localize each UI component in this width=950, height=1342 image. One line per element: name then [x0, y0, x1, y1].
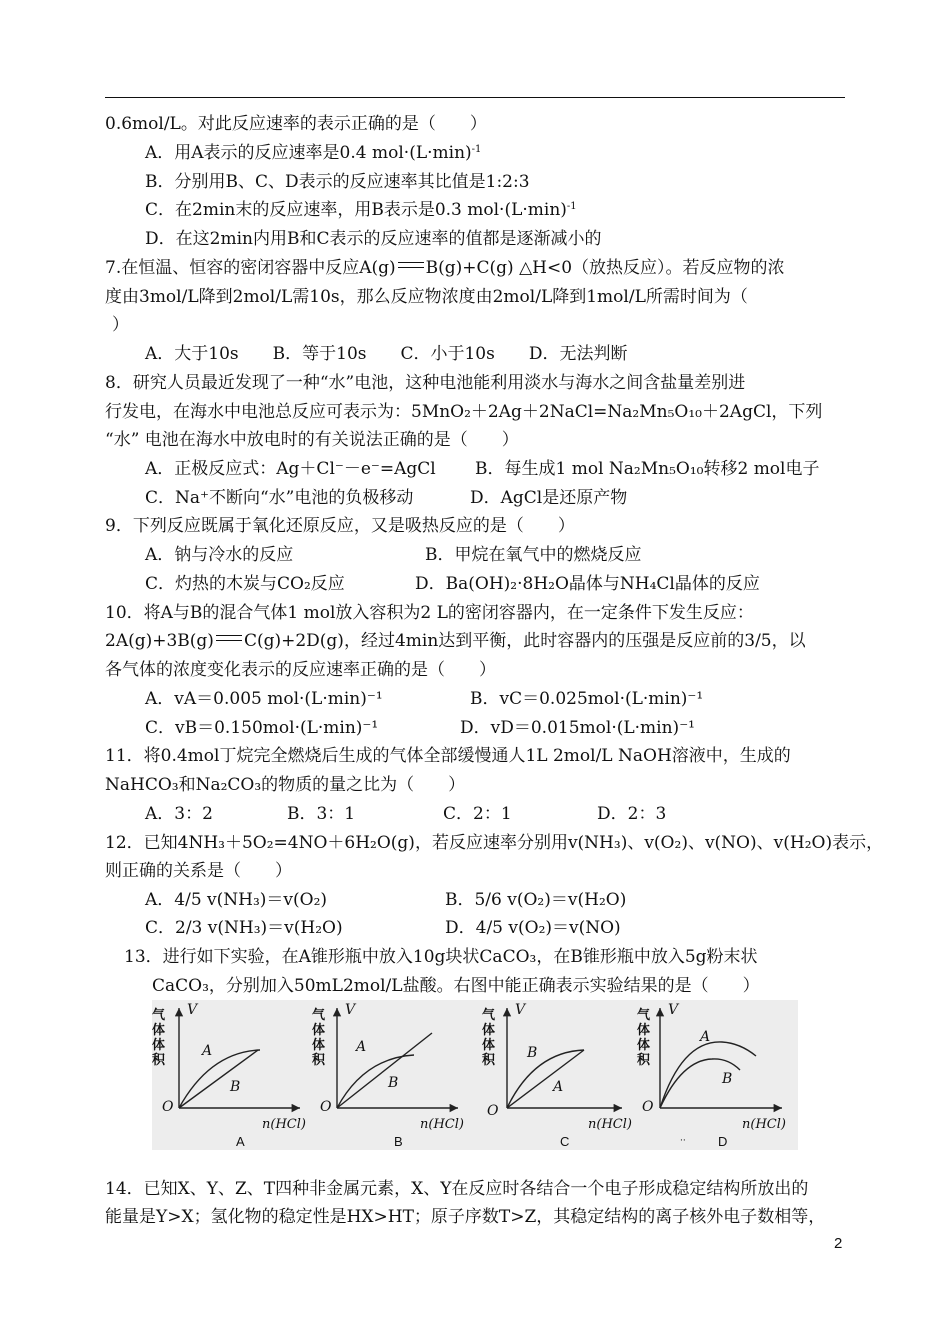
graph-b-panel-label: B — [394, 1134, 403, 1149]
q10-line3: 各气体的浓度变化表示的反应速率正确的是（ ） — [105, 660, 496, 680]
graph-a-v-label: V — [187, 1002, 198, 1018]
q7-options: A．大于10s B．等于10s C．小于10s D．无法判断 — [145, 344, 628, 364]
q11-line1: 11．将0.4mol丁烷完全燃烧后生成的气体全部缓慢通人1L 2mol/L NaOH溶液中，生成的 — [105, 746, 791, 766]
q8-line3: “水” 电池在海水中放电时的有关说法正确的是（ ） — [105, 430, 519, 450]
q11-option-d: D．2：3 — [597, 804, 667, 824]
graph-b-ylabel: 气体体积 — [312, 1008, 326, 1068]
graph-c-curve-a-label: A — [553, 1079, 564, 1095]
q9-option-d: D．Ba(OH)₂·8H₂O晶体与NH₄Cl晶体的反应 — [415, 574, 760, 594]
q10-line1: 10．将A与B的混合气体1 mol放入容积为2 L的密闭容器内，在一定条件下发生反应： — [105, 603, 754, 623]
graph-panel-b — [337, 1008, 458, 1108]
graph-c-curve-b-label: B — [527, 1045, 538, 1061]
graph-d-panel-label: D — [718, 1134, 728, 1149]
graph-c-ylabel: 气体体积 — [482, 1008, 496, 1068]
graph-panel-d — [660, 1008, 782, 1108]
q7-line3: ） — [112, 315, 129, 335]
graph-d-curve-a-label: A — [700, 1029, 711, 1045]
q8-option-a: A．正极反应式：Ag＋Cl⁻－e⁻=AgCl — [145, 459, 436, 479]
q14-line2: 能量是Y>X；氢化物的稳定性是HX>HT；原子序数T>Z，其稳定结构的离子核外电子数相等， — [105, 1207, 826, 1227]
q9-option-c: C．灼热的木炭与CO₂反应 — [145, 574, 345, 594]
q13-graphs-svg — [152, 1000, 798, 1150]
q6-option-d: D．在这2min内用B和C表示的反应速率的值都是逐渐减小的 — [145, 229, 602, 249]
graph-c-v-label: V — [515, 1002, 526, 1018]
q6-tail: 0.6mol/L。对此反应速率的表示正确的是（ ） — [105, 114, 487, 134]
q9-option-b: B．甲烷在氧气中的燃烧反应 — [425, 545, 642, 565]
graph-d-ylabel: 气体体积 — [637, 1008, 651, 1068]
graph-a-curve-a-label: A — [202, 1043, 213, 1059]
graph-c-origin: O — [487, 1103, 499, 1119]
q7-line2: 度由3mol/L降到2mol/L需10s，那么反应物浓度由2mol/L降到1mol/L所需时间为（ — [105, 287, 748, 307]
graph-d-v-label: V — [668, 1002, 679, 1018]
graph-b-xlabel: n(HCl) — [420, 1117, 464, 1132]
q10-option-c: C．vB＝0.150mol·(L·min)⁻¹ — [145, 718, 379, 738]
q14-line1: 14．已知X、Y、Z、T四种非金属元素，X、Y在反应时各结合一个电子形成稳定结构所放出的 — [105, 1179, 809, 1199]
reversible-arrow-icon — [214, 632, 244, 644]
graph-a-xlabel: n(HCl) — [262, 1117, 306, 1132]
q11-option-a: A．3：2 — [145, 804, 213, 824]
q11-line2: NaHCO₃和Na₂CO₃的物质的量之比为（ ） — [105, 775, 466, 795]
q8-line2: 行发电，在海水中电池总反应可表示为：5MnO₂＋2Ag＋2NaCl=Na₂Mn₅O₁₀＋2AgCl，下列 — [105, 402, 823, 422]
q12-option-b: B．5/6 v(O₂)＝v(H₂O) — [445, 890, 627, 910]
graph-b-v-label: V — [345, 1002, 356, 1018]
graph-d-xlabel: n(HCl) — [742, 1117, 786, 1132]
q12-option-a: A．4/5 v(NH₃)＝v(O₂) — [145, 890, 328, 910]
graph-c-panel-label: C — [560, 1134, 570, 1149]
q12-line2: 则正确的关系是（ ） — [105, 861, 292, 881]
graph-a-ylabel: 气体体积 — [152, 1008, 166, 1068]
q8-option-d: D．AgCl是还原产物 — [470, 488, 628, 508]
q10-option-b: B．vC＝0.025mol·(L·min)⁻¹ — [470, 689, 704, 709]
header-rule — [105, 97, 845, 98]
q11-option-c: C．2：1 — [443, 804, 512, 824]
q10-option-a: A．vA＝0.005 mol·(L·min)⁻¹ — [145, 689, 383, 709]
graph-b-curve-b-label: B — [388, 1075, 399, 1091]
graph-d-curve-b-label: B — [722, 1071, 733, 1087]
q12-option-c: C．2/3 v(NH₃)＝v(H₂O) — [145, 918, 343, 938]
graph-c-xlabel: n(HCl) — [588, 1117, 632, 1132]
graph-a-panel-label: A — [236, 1134, 245, 1149]
graph-a-origin: O — [162, 1099, 174, 1115]
q6-option-a: A．用A表示的反应速率是0.4 $mol\cdot(L\cdot\min)^{-1}$ — [145, 143, 482, 163]
q13-line2: CaCO₃，分别加入50mL2mol/L盐酸。右图中能正确表示实验结果的是（ ） — [152, 976, 760, 996]
q9-option-a: A．钠与冷水的反应 — [145, 545, 294, 565]
page-number: 2 — [834, 1235, 843, 1252]
q13-line1: 13．进行如下实验，在A锥形瓶中放入10g块状CaCO₃，在B锥形瓶中放入5g粉末状 — [124, 947, 758, 967]
q8-option-c: C．Na⁺不断向“水”电池的负极移动 — [145, 488, 414, 508]
graph-panel-c — [507, 1008, 622, 1108]
q9-line1: 9．下列反应既属于氧化还原反应，又是吸热反应的是（ ） — [105, 516, 575, 536]
q13-figure — [152, 1000, 798, 1150]
q12-option-d: D．4/5 v(O₂)＝v(NO) — [445, 918, 621, 938]
q10-option-d: D．vD＝0.015mol·(L·min)⁻¹ — [460, 718, 695, 738]
q8-line1: 8．研究人员最近发现了一种“水”电池，这种电池能利用淡水与海水之间含盐量差别进 — [105, 373, 746, 393]
reversible-arrow-icon — [396, 259, 426, 271]
q8-option-b: B．每生成1 mol Na₂Mn₅O₁₀转移2 mol电子 — [475, 459, 820, 479]
graph-d-origin: O — [642, 1099, 654, 1115]
q6-option-c: C．在2min末的反应速率，用B表示是0.3 $mol\cdot(L\cdot\min)^{-1}$ — [145, 200, 577, 220]
q10-line2: 2A(g)+3B(g) C(g)+2D(g)，经过4min达到平衡，此时容器内的压强是反应前的3/5，以 — [105, 631, 806, 651]
q7-line1: 7.在恒温、恒容的密闭容器中反应A(g) B(g)+C(g) △H<0（放热反应）。若反应物的浓 — [105, 258, 785, 278]
graph-d-stray-mark: ·· — [680, 1136, 686, 1146]
graph-a-curve-b-label: B — [230, 1079, 241, 1095]
q11-option-b: B．3：1 — [287, 804, 356, 824]
graph-b-curve-a-label: A — [356, 1039, 367, 1055]
graph-b-origin: O — [320, 1099, 332, 1115]
q12-line1: 12．已知4NH₃＋5O₂=4NO＋6H₂O(g)，若反应速率分别用v(NH₃)、v(O₂)、v(NO)、v(H₂O)表示， — [105, 833, 884, 853]
q6-option-b: B．分别用B、C、D表示的反应速率其比值是1:2:3 — [145, 172, 530, 192]
